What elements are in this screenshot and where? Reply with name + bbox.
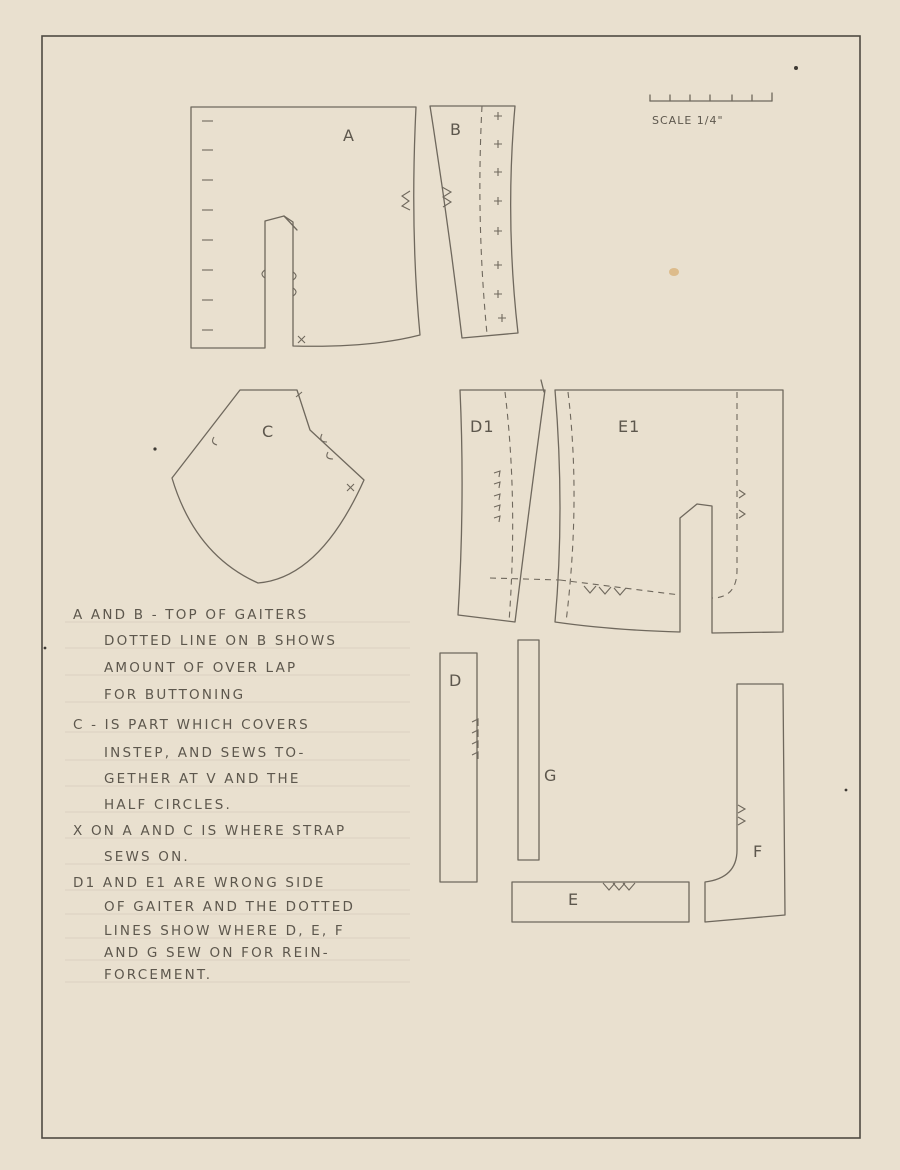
note-line-6: INSTEP, AND SEWS TO- <box>104 745 306 761</box>
note-line-8: HALF CIRCLES. <box>104 797 233 813</box>
piece-c <box>172 390 364 583</box>
note-line-1: A AND B - TOP OF GAITERS <box>73 607 309 623</box>
notes-block <box>73 607 355 983</box>
note-line-5: C - IS PART WHICH COVERS <box>73 717 310 733</box>
note-line-10: SEWS ON. <box>104 849 190 865</box>
label-f: F <box>753 842 764 861</box>
note-line-14: AND G SEW ON FOR REIN- <box>104 945 330 961</box>
label-b: B <box>450 120 462 139</box>
piece-a <box>191 107 420 348</box>
piece-b <box>430 106 518 338</box>
note-line-12: OF GAITER AND THE DOTTED <box>104 899 356 915</box>
label-e: E <box>568 890 580 909</box>
label-c: C <box>262 422 275 441</box>
paper-marks <box>44 66 848 791</box>
note-line-13: LINES SHOW WHERE D, E, F <box>104 923 345 939</box>
label-g: G <box>544 766 558 785</box>
scale-label: SCALE 1/4" <box>652 114 724 127</box>
note-line-3: AMOUNT OF OVER LAP <box>104 660 298 676</box>
note-line-7: GETHER AT V AND THE <box>104 771 301 787</box>
label-d1: D1 <box>470 417 495 436</box>
piece-e1 <box>555 390 783 633</box>
label-d: D <box>449 671 463 690</box>
piece-e <box>512 882 689 922</box>
note-line-4: FOR BUTTONING <box>104 687 246 703</box>
label-e1: E1 <box>618 417 641 436</box>
scale-bar <box>650 93 772 101</box>
note-line-11: D1 AND E1 ARE WRONG SIDE <box>73 875 326 891</box>
piece-g <box>518 640 539 860</box>
note-line-9: X ON A AND C IS WHERE STRAP <box>73 823 347 839</box>
label-a: A <box>343 126 355 145</box>
note-line-15: FORCEMENT. <box>104 967 213 983</box>
note-line-2: DOTTED LINE ON B SHOWS <box>104 633 338 649</box>
piece-f <box>705 684 785 922</box>
